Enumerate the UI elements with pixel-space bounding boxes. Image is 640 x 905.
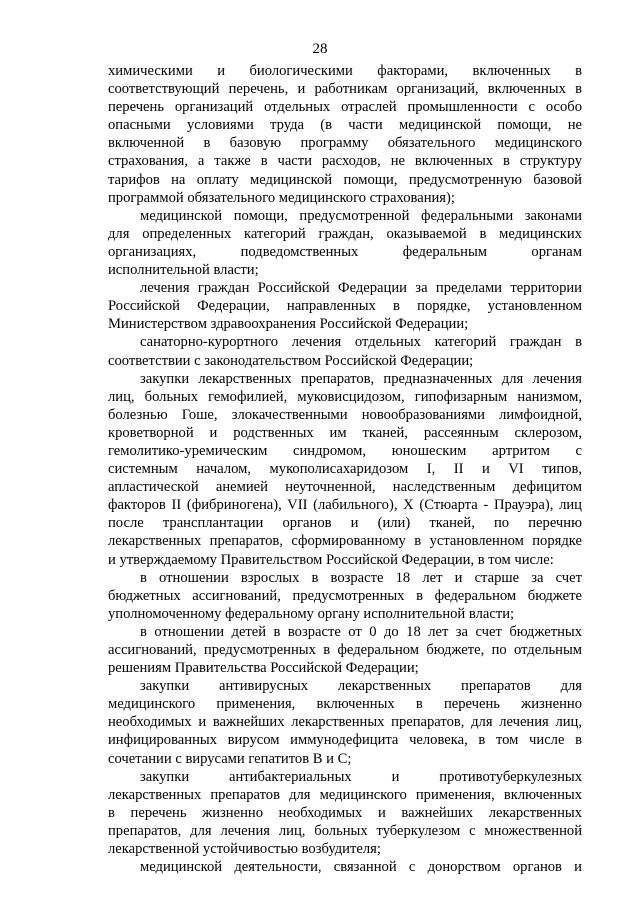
text-line: медицинского применения, включенных в перечень жизненно <box>108 696 582 713</box>
text-line: исполнительной власти; <box>108 262 259 279</box>
document-body-text <box>108 62 582 876</box>
text-line: после трансплантации органов и (или) тканей, по перечню <box>108 515 582 532</box>
text-line: лиц, больных гемофилией, муковисцидозом, гипофизарным нанизмом, <box>108 388 582 405</box>
text-line: факторов II (фибриногена), VII (лабильного), X (Стюарта - Прауэра), лиц <box>108 497 582 514</box>
text-line: апластической анемией неуточненной, наследственным дефицитом <box>108 479 582 496</box>
text-line: включенной в базовую программу обязательного медицинского <box>108 135 582 152</box>
text-line: бюджетных ассигнований, предусмотренных в федеральном бюджете <box>108 587 582 604</box>
text-line: Российской Федерации, направленных в порядке, установленном <box>108 298 582 315</box>
text-line: организациях, подведомственных федеральным органам <box>108 243 582 260</box>
text-line: опасными условиями труда (в части медицинской помощи, не <box>108 117 582 134</box>
text-line: закупки антибактериальных и противотуберкулезных <box>140 768 582 785</box>
text-line: тарифов на оплату медицинской помощи, предусмотренную базовой <box>108 171 582 188</box>
text-line: кроветворной и родственных им тканей, рассеянным склерозом, <box>108 424 582 441</box>
text-line: санаторно-курортного лечения отдельных категорий граждан в <box>140 334 582 351</box>
text-line: сочетании с вирусами гепатитов В и С; <box>108 750 352 767</box>
text-line: лекарственных препаратов, сформированному в установленном порядке <box>108 533 582 550</box>
text-line: перечень организаций отдельных отраслей промышленности с особо <box>108 99 582 116</box>
text-line: гемолитико-уремическим синдромом, юношеским артритом с <box>108 442 582 459</box>
text-line: медицинской деятельности, связанной с донорством органов и <box>140 859 582 876</box>
text-line: в отношении детей в возрасте от 0 до 18 лет за счет бюджетных <box>140 623 582 640</box>
text-line: необходимых и важнейших лекарственных препаратов, для лечения лиц, <box>108 714 582 731</box>
text-line: инфицированных вирусом иммунодефицита человека, в том числе в <box>108 732 582 749</box>
text-line: закупки антивирусных лекарственных препаратов для <box>140 678 582 695</box>
text-line: медицинской помощи, предусмотренной федеральными законами <box>140 207 582 224</box>
text-line: соответствии с законодательством Российской Федерации; <box>108 352 474 369</box>
text-line: системным началом, мукополисахаридозом I, II и VI типов, <box>108 461 582 478</box>
text-line: лекарственной устойчивостью возбудителя; <box>108 841 381 858</box>
text-line: лечения граждан Российской Федерации за пределами территории <box>140 280 582 297</box>
page-number: 28 <box>312 41 328 57</box>
text-line: ассигнований, предусмотренных в федеральном бюджете, по отдельным <box>108 642 582 658</box>
text-line: болезнью Гоше, злокачественными новообразованиями лимфоидной, <box>108 406 582 423</box>
text-line: в перечень жизненно необходимых и важнейших лекарственных <box>108 804 582 821</box>
text-line: решениям Правительства Российской Федерации; <box>108 660 419 677</box>
text-line: и утверждаемому Правительством Российской Федерации, в том числе: <box>108 551 554 568</box>
text-line: программой обязательного медицинского страхования); <box>108 189 455 206</box>
text-line: уполномоченному федеральному органу исполнительной власти; <box>108 605 515 622</box>
text-line: Министерством здравоохранения Российской Федерации; <box>108 316 469 333</box>
text-line: для определенных категорий граждан, оказываемой в медицинских <box>108 225 582 242</box>
text-line: химическими и биологическими факторами, включенных в <box>108 63 582 79</box>
text-line: препаратов, для лечения лиц, больных туберкулезом с множественной <box>108 822 582 839</box>
text-line: лекарственных препаратов для медицинского применения, включенных <box>108 786 582 803</box>
text-line: страхования, а также в части расходов, не включенных в структуру <box>108 153 582 170</box>
text-line: в отношении взрослых в возрасте 18 лет и старше за счет <box>140 569 582 586</box>
text-line: соответствующий перечень, и работникам организаций, включенных в <box>108 81 582 98</box>
text-line: закупки лекарственных препаратов, предназначенных для лечения <box>140 370 582 387</box>
